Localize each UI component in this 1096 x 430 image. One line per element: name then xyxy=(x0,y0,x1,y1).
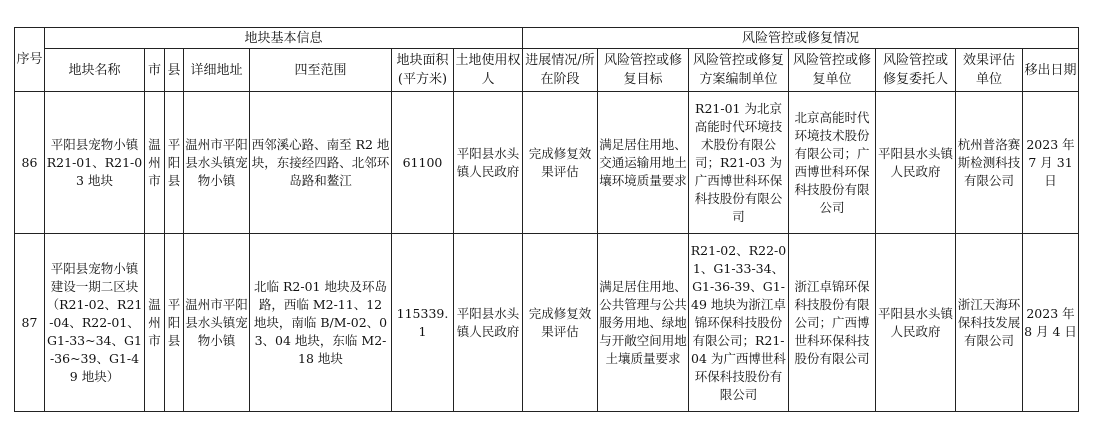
cell-city: 温州市 xyxy=(145,92,165,234)
cell-county: 平阳县 xyxy=(165,234,184,412)
cell-plot-name: 平阳县宠物小镇建设一期二区块（R21-02、R21-04、R22-01、G1-33~34、G1-36~39、G1-49 地块） xyxy=(45,234,145,412)
header-target: 风险管控或修复目标 xyxy=(598,49,689,92)
header-county: 县 xyxy=(165,49,184,92)
cell-evaluation-unit: 杭州普洛赛斯检测科技有限公司 xyxy=(956,92,1023,234)
cell-area: 115339.1 xyxy=(392,234,454,412)
cell-progress: 完成修复效果评估 xyxy=(523,92,598,234)
cell-index: 86 xyxy=(15,92,45,234)
cell-target: 满足居住用地、交通运输用地土壤环境质量要求 xyxy=(598,92,689,234)
group-header-risk-control: 风险管控或修复情况 xyxy=(523,28,1079,49)
cell-area: 61100 xyxy=(392,92,454,234)
header-remediation-unit: 风险管控或修复单位 xyxy=(789,49,876,92)
cell-evaluation-unit: 浙江天海环保科技发展有限公司 xyxy=(956,234,1023,412)
header-land-user: 土地使用权人 xyxy=(454,49,523,92)
cell-address: 温州市平阳县水头镇宠物小镇 xyxy=(184,234,250,412)
cell-progress: 完成修复效果评估 xyxy=(523,234,598,412)
header-index: 序号 xyxy=(15,28,45,92)
document-page xyxy=(14,27,1079,412)
cell-land-user: 平阳县水头镇人民政府 xyxy=(454,92,523,234)
header-evaluation-unit: 效果评估单位 xyxy=(956,49,1023,92)
cell-address: 温州市平阳县水头镇宠物小镇 xyxy=(184,92,250,234)
header-city: 市 xyxy=(145,49,165,92)
cell-removal-date: 2023 年 8 月 4 日 xyxy=(1023,234,1079,412)
cell-remediation-unit: 北京高能时代环境技术股份有限公司；广西博世科环保科技股份有限公司 xyxy=(789,92,876,234)
cell-plot-name: 平阳县宠物小镇 R21-01、R21-03 地块 xyxy=(45,92,145,234)
group-header-basic-info: 地块基本信息 xyxy=(45,28,523,49)
cell-boundaries: 北临 R2-01 地块及环岛路，西临 M2-11、12 地块，南临 B/M-02、03、04 地块，东临 M2-18 地块 xyxy=(250,234,392,412)
cell-client: 平阳县水头镇人民政府 xyxy=(876,92,956,234)
cell-index: 87 xyxy=(15,234,45,412)
cell-client: 平阳县水头镇人民政府 xyxy=(876,234,956,412)
cell-county: 平阳县 xyxy=(165,92,184,234)
cell-land-user: 平阳县水头镇人民政府 xyxy=(454,234,523,412)
header-progress: 进展情况/所在阶段 xyxy=(523,49,598,92)
cell-plan-unit: R21-01 为北京高能时代环境技术股份有限公司；R21-03 为广西博世科环保科技股份有限公司 xyxy=(689,92,789,234)
header-plot-name: 地块名称 xyxy=(45,49,145,92)
cell-city: 温州市 xyxy=(145,234,165,412)
header-boundaries: 四至范围 xyxy=(250,49,392,92)
cell-removal-date: 2023 年 7 月 31 日 xyxy=(1023,92,1079,234)
table-row xyxy=(15,92,1079,234)
header-removal-date: 移出日期 xyxy=(1023,49,1079,92)
cell-boundaries: 西邻溪心路、南至 R2 地块，东接经四路、北邻环岛路和鳌江 xyxy=(250,92,392,234)
cell-plan-unit: R21-02、R22-01、G1-33-34、G1-36-39、G1-49 地块为浙江卓锦环保科技股份有限公司；R21-04 为广西博世科环保科技股份有限公司 xyxy=(689,234,789,412)
header-area: 地块面积(平方米) xyxy=(392,49,454,92)
header-address: 详细地址 xyxy=(184,49,250,92)
header-client: 风险管控或修复委托人 xyxy=(876,49,956,92)
cell-remediation-unit: 浙江卓锦环保科技股份有限公司；广西博世科环保科技股份有限公司 xyxy=(789,234,876,412)
header-plan-unit: 风险管控或修复方案编制单位 xyxy=(689,49,789,92)
remediation-table xyxy=(14,27,1079,412)
table-row xyxy=(15,234,1079,412)
cell-target: 满足居住用地、公共管理与公共服务用地、绿地与开敞空间用地土壤质量要求 xyxy=(598,234,689,412)
